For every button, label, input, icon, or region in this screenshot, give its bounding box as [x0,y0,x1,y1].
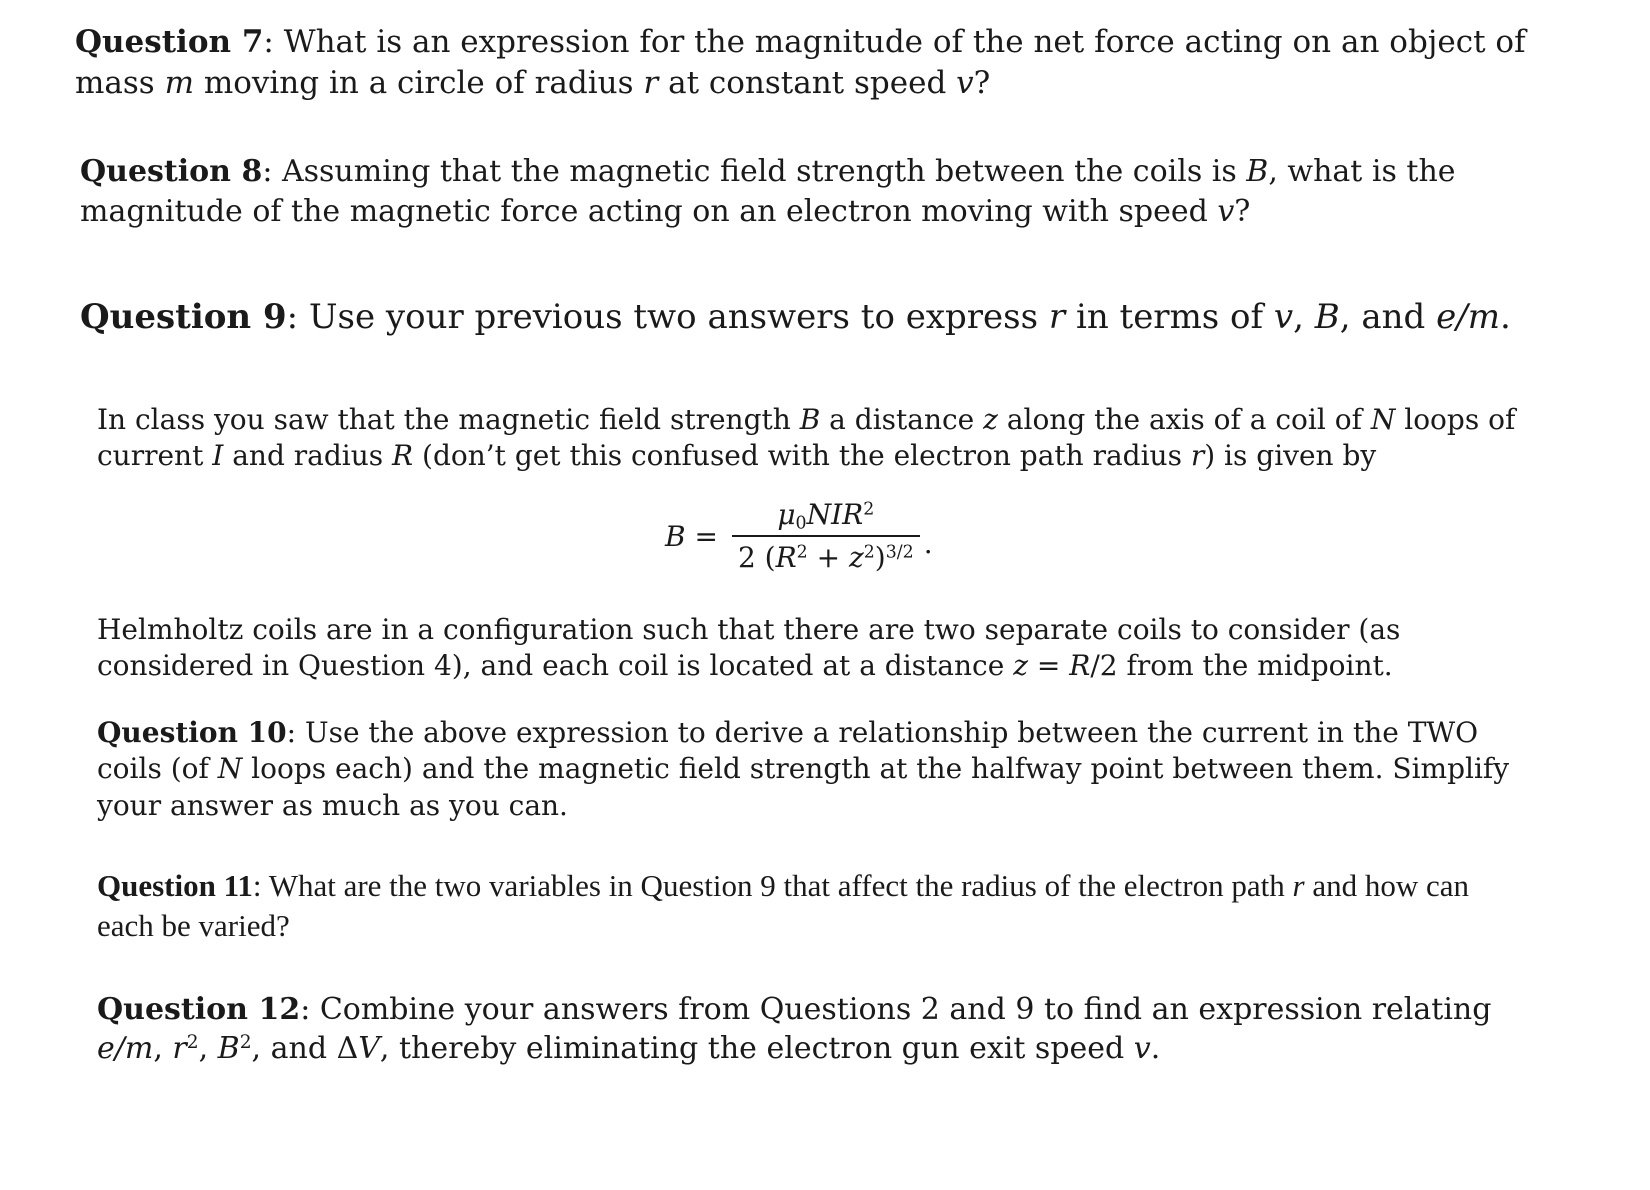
question-7: Question 7: What is an expression for the magnitude of the net force acting on an object of mass m moving in a circle of radius r at constant speed v? [75,24,1526,101]
formula-denominator: 2 $(R^2 + z^2)^{3/2}$ [737,541,914,574]
question-12-label: Question 12 [97,992,301,1027]
question-11: Question 11: What are the two variables in Question 9 that affect the radius of the electron path r and how can each be varied? [97,868,1469,944]
magnetic-field-formula [665,498,933,574]
question-9-label: Question 9 [80,297,287,337]
question-12: Question 12: Combine your answers from Questions 2 and 9 to find an expression relating e/m, $r^2$, $B^2$, and ΔV, thereby eliminating the electron gun exit speed v. [97,992,1492,1066]
question-11-label: Question 11 [97,868,253,903]
formula-numerator: $\mu_0NIR^2$ [777,498,875,534]
formula-fraction [732,498,920,574]
question-9: Question 9: Use your previous two answers to express r in terms of v, B, and e/m. [80,297,1511,337]
question-7-label: Question 7 [75,24,264,60]
question-8: Question 8: Assuming that the magnetic field strength between the coils is B, what is the magnitude of the magnetic force acting on an electron moving with speed v? [80,154,1456,229]
question-8-label: Question 8 [80,154,263,189]
formula-period: . [923,526,933,560]
question-10: Question 10: Use the above expression to derive a relationship between the current in the TWO coils (of N loops each) and the magnetic field strength at the halfway point between them. Simplify your answer as much as you can. [97,716,1510,822]
formula-lhs: B = [665,519,718,553]
question-10-label: Question 10 [97,716,287,749]
intro-paragraph: In class you saw that the magnetic field strength B a distance z along the axis of a coil of N loops of current I and radius R (don’t get this confused with the electron path radius r) is given by [97,403,1516,473]
helmholtz-paragraph: Helmholtz coils are in a configuration such that there are two separate coils to consider (as considered in Question 4), and each coil is located at a distance z = R/2 from the midpoint. [97,613,1401,683]
